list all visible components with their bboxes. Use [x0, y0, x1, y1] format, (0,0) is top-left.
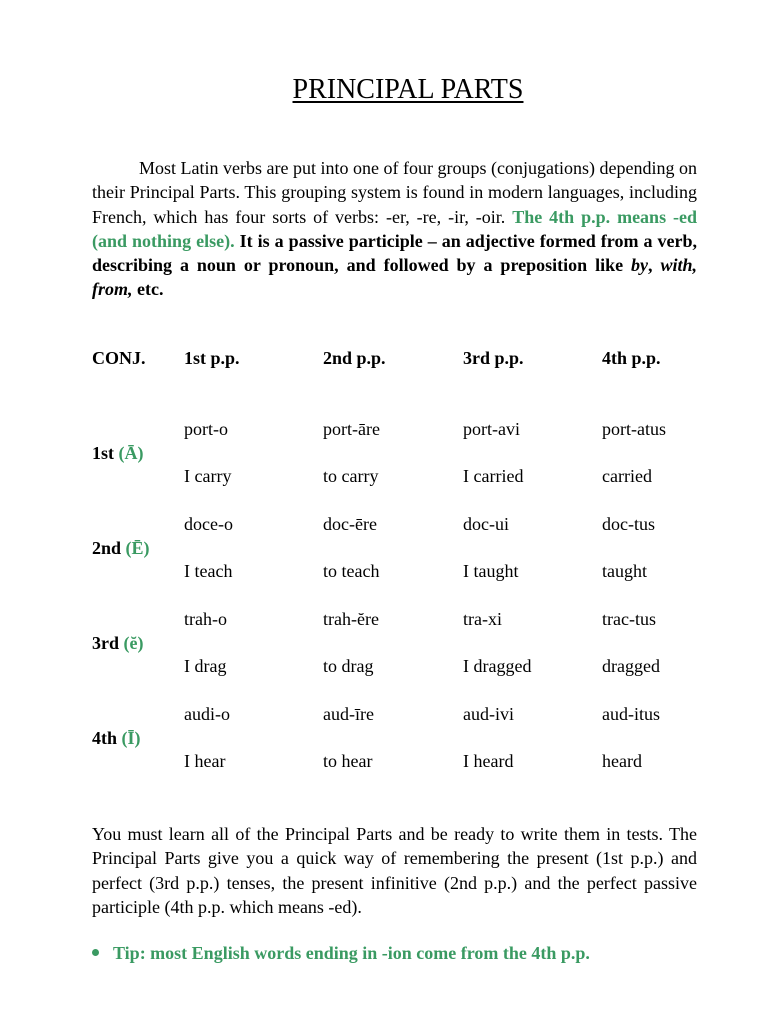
- conj-vowel: (Ā): [118, 443, 144, 463]
- conj-label: [92, 728, 141, 749]
- outro-paragraph: You must learn all of the Principal Parts and be ready to write them in tests. The Principal Parts give you a quick way of remembering the present (1st p.p.) and perfect (3rd p.p.) tenses, the present infinitive (2nd p.p.) and the perfect passive participle (4th p.p. which means -ed).: [92, 824, 697, 917]
- english-2pp: to carry: [323, 466, 379, 486]
- intro-paragraph: [92, 156, 697, 302]
- intro-comma: ,: [648, 255, 661, 276]
- page-title: PRINCIPAL PARTS: [292, 74, 524, 105]
- conj-label: [92, 443, 144, 464]
- intro-with-from: with, from,: [92, 255, 697, 300]
- tip-item: [92, 943, 712, 964]
- english-3pp: I dragged: [463, 656, 532, 676]
- english-1pp: I carry: [184, 466, 232, 486]
- latin-2pp: doc-ēre: [323, 514, 377, 534]
- latin-3pp: doc-ui: [463, 514, 509, 534]
- english-4pp: carried: [602, 466, 652, 486]
- conj-number: 1st: [92, 443, 114, 463]
- english-1pp: I hear: [184, 751, 226, 771]
- english-3pp: I taught: [463, 561, 519, 581]
- latin-4pp: port-atus: [602, 419, 666, 439]
- header-1st-pp: 1st p.p.: [184, 348, 240, 368]
- english-1pp: I teach: [184, 561, 233, 581]
- latin-3pp: tra-xi: [463, 609, 502, 629]
- header-4th-pp: 4th p.p.: [602, 348, 661, 368]
- latin-4pp: trac-tus: [602, 609, 656, 629]
- latin-1pp: audi-o: [184, 704, 230, 724]
- english-2pp: to teach: [323, 561, 380, 581]
- english-3pp: I heard: [463, 751, 514, 771]
- latin-2pp: port-āre: [323, 419, 380, 439]
- latin-4pp: aud-itus: [602, 704, 660, 724]
- english-2pp: to hear: [323, 751, 373, 771]
- conj-number: 2nd: [92, 538, 122, 558]
- conj-vowel: (ĕ): [123, 633, 144, 653]
- conj-vowel: (Ī): [121, 728, 141, 748]
- latin-1pp: doce-o: [184, 514, 233, 534]
- english-4pp: heard: [602, 751, 642, 771]
- conj-label: [92, 633, 143, 654]
- conj-vowel: (Ē): [125, 538, 150, 558]
- intro-highlight: The 4th p.p. means -ed (and nothing else).: [92, 206, 697, 251]
- table-header-row: [0, 348, 768, 372]
- latin-3pp: port-avi: [463, 419, 520, 439]
- intro-text: Most Latin verbs are put into one of four groups (conjugations) depending on their Principal Parts. This grouping system is found in modern languages, including French, which has four sorts of verbs: -er, -re, -ir, -oir.: [92, 158, 697, 227]
- english-4pp: dragged: [602, 656, 660, 676]
- latin-2pp: aud-īre: [323, 704, 374, 724]
- intro-etc: etc.: [132, 279, 164, 300]
- header-2nd-pp: 2nd p.p.: [323, 348, 386, 368]
- latin-1pp: port-o: [184, 419, 228, 439]
- conj-number: 4th: [92, 728, 118, 748]
- intro-by: by: [631, 255, 649, 276]
- bullet-icon: [92, 949, 99, 956]
- english-2pp: to drag: [323, 656, 374, 676]
- english-1pp: I drag: [184, 656, 227, 676]
- latin-4pp: doc-tus: [602, 514, 655, 534]
- latin-3pp: aud-ivi: [463, 704, 514, 724]
- conj-label: [92, 538, 150, 559]
- intro-bold-text: It is a passive participle – an adjective formed from a verb, describing a noun or pronoun, and followed by a preposition like: [92, 230, 697, 276]
- latin-2pp: trah-ĕre: [323, 609, 379, 629]
- latin-1pp: trah-o: [184, 609, 227, 629]
- english-3pp: I carried: [463, 466, 524, 486]
- tip-text: Tip: most English words ending in -ion come from the 4th p.p.: [113, 943, 590, 963]
- conj-number: 3rd: [92, 633, 119, 653]
- english-4pp: taught: [602, 561, 647, 581]
- header-conj: CONJ.: [92, 348, 146, 368]
- header-3rd-pp: 3rd p.p.: [463, 348, 524, 368]
